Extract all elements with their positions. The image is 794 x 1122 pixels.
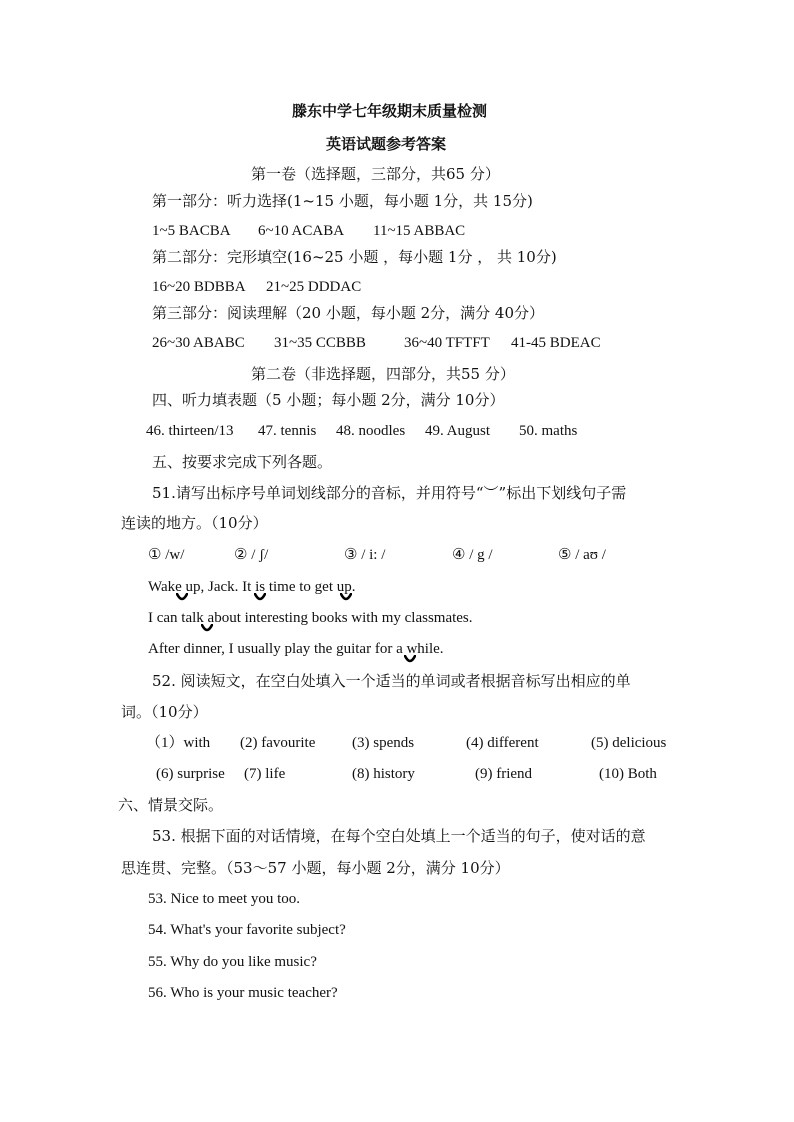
part3-answer-3: 36~40 TFTFT <box>404 335 490 351</box>
q52-answer-1: （1）with <box>146 735 211 751</box>
part1-answer-2: 6~10 ACABA <box>258 223 345 239</box>
section4-answer-46: 46. thirteen/13 <box>146 423 234 439</box>
section4-heading: 四、听力填表题（5 小题；每小题 2分，满分 10分） <box>152 391 505 409</box>
section6-answer-54: 54. What's your favorite subject? <box>148 922 346 938</box>
section4-answer-47: 47. tennis <box>258 423 317 439</box>
section6-answer-55: 55. Why do you like music? <box>148 954 317 970</box>
part3-answer-4: 41-45 BDEAC <box>511 335 601 351</box>
q52-answer-2: (2) favourite <box>240 735 316 751</box>
part1-answer-1: 1~5 BACBA <box>152 223 231 239</box>
liaison-mark-talk-about <box>201 624 213 634</box>
q51-phonetic-4: ④ / g / <box>452 547 493 563</box>
part3-answer-1: 26~30 ABABC <box>152 335 245 351</box>
q52-answer-3: (3) spends <box>352 735 415 751</box>
section4-answer-48: 48. noodles <box>336 423 406 439</box>
section6-answer-53: 53. Nice to meet you too. <box>148 891 301 907</box>
liaison-mark-for-a <box>404 655 416 665</box>
q52-answer-7: (7) life <box>244 766 286 782</box>
q53-instruction-line1: 53. 根据下面的对话情境，在每个空白处填上一个适当的句子，使对话的意 <box>152 827 646 845</box>
volume2-heading: 第二卷（非选择题，四部分，共55 分） <box>251 365 515 383</box>
section5-heading: 五、按要求完成下列各题。 <box>152 453 333 471</box>
q51-phonetic-1: ① /w/ <box>148 547 185 563</box>
q51-instruction-line2: 连读的地方。（10分） <box>121 514 268 532</box>
q51-sentence-2: I can talk about interesting books with my classmates. <box>148 610 473 626</box>
liaison-mark-get-up <box>340 593 352 603</box>
section4-answer-49: 49. August <box>425 423 491 439</box>
part1-answer-3: 11~15 ABBAC <box>373 223 466 239</box>
document-title: 滕东中学七年级期末质量检测 <box>292 102 488 120</box>
q52-answer-5: (5) delicious <box>591 735 667 751</box>
q51-instruction-line1: 51.请写出标序号单词划线部分的音标，并用符号“︶”标出下划线句子需 <box>152 484 627 502</box>
volume1-heading: 第一卷（选择题，三部分，共65 分） <box>251 165 500 183</box>
q52-answer-8: (8) history <box>352 766 415 782</box>
q52-answer-4: (4) different <box>466 735 539 751</box>
q51-phonetic-3: ③ / i: / <box>344 547 386 563</box>
q52-instruction-line1: 52. 阅读短文，在空白处填入一个适当的单词或者根据音标写出相应的单 <box>152 672 631 690</box>
part3-heading: 第三部分：阅读理解（20 小题，每小题 2分，满分 40分） <box>152 304 545 322</box>
part2-answer-1: 16~20 BDBBA <box>152 279 246 295</box>
liaison-mark-wake-up <box>176 593 188 603</box>
q51-sentence-1: Wake up, Jack. It is time to get up. <box>148 579 356 595</box>
q52-answer-9: (9) friend <box>475 766 533 782</box>
q51-phonetic-5: ⑤ / aʊ / <box>558 547 606 563</box>
document-subtitle: 英语试题参考答案 <box>326 135 447 153</box>
q52-answer-6: (6) surprise <box>156 766 225 782</box>
part2-heading: 第二部分：完形填空(16~25 小题 ，每小题 1分 ， 共 10分) <box>152 248 557 266</box>
q52-answer-10: (10) Both <box>599 766 657 782</box>
liaison-mark-it-is <box>254 593 266 603</box>
q51-sentence-3: After dinner, I usually play the guitar for a while. <box>148 641 444 657</box>
section6-heading: 六、情景交际。 <box>118 796 224 814</box>
part3-answer-2: 31~35 CCBBB <box>274 335 366 351</box>
q51-phonetic-2: ② / ʃ/ <box>234 547 269 563</box>
section6-answer-56: 56. Who is your music teacher? <box>148 985 338 1001</box>
section4-answer-50: 50. maths <box>519 423 578 439</box>
q52-instruction-line2: 词。（10分） <box>121 703 208 721</box>
part2-answer-2: 21~25 DDDAC <box>266 279 362 295</box>
q53-instruction-line2: 思连贯、完整。（53～57 小题，每小题 2分，满分 10分） <box>121 859 510 877</box>
part1-heading: 第一部分：听力选择(1~15 小题，每小题 1分，共 15分) <box>152 192 533 210</box>
